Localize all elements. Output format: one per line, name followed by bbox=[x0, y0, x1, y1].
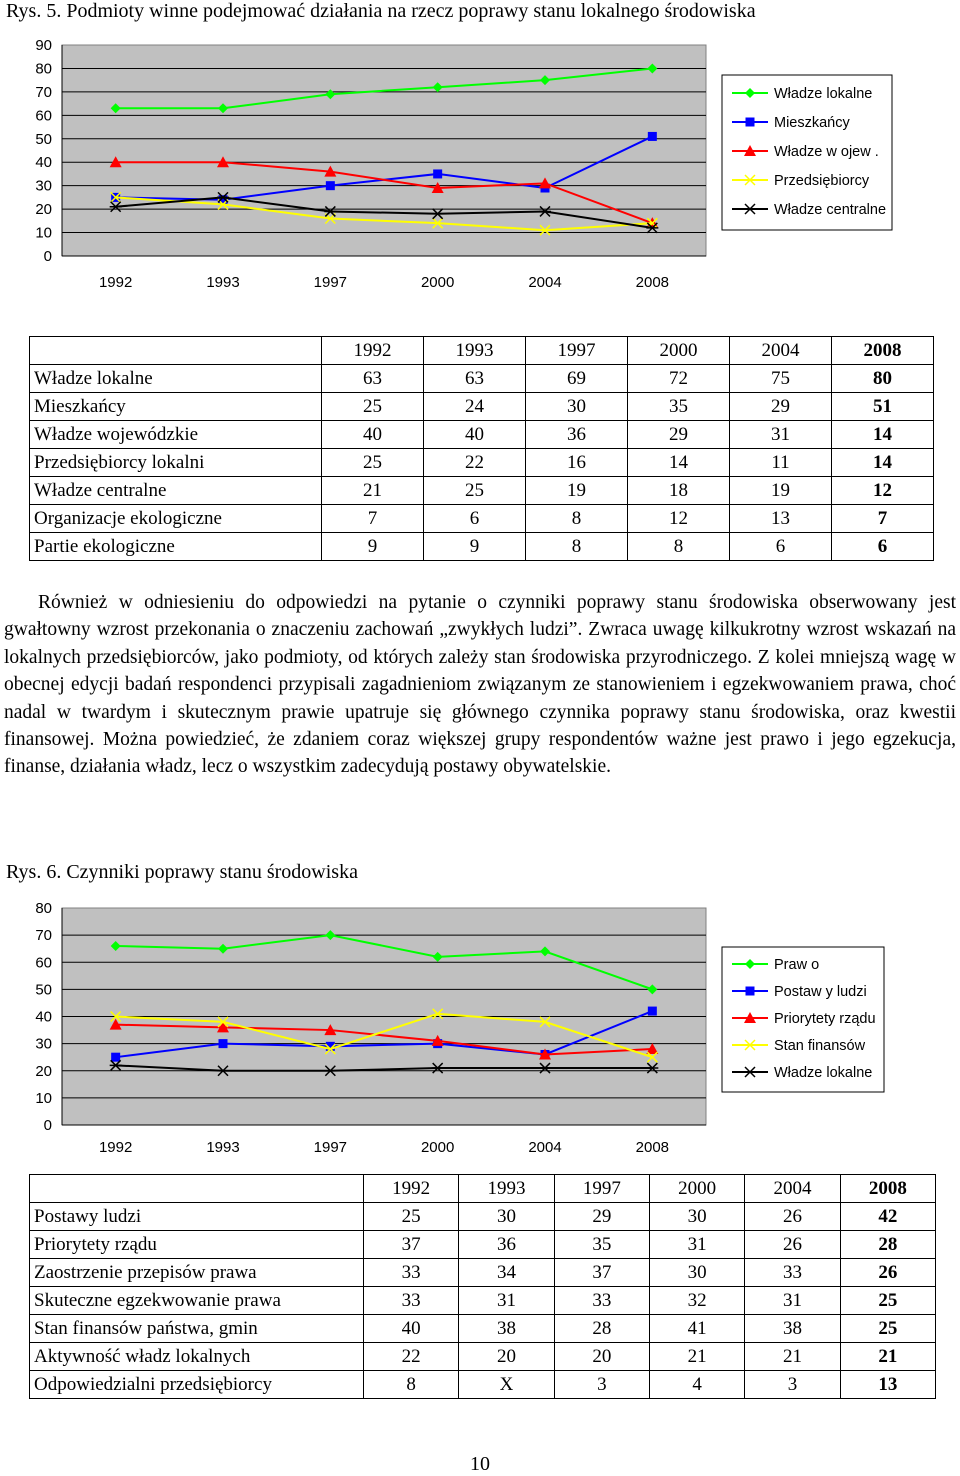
value-cell: 36 bbox=[526, 421, 628, 449]
value-cell: 30 bbox=[649, 1203, 744, 1231]
x-tick-label: 2000 bbox=[420, 274, 455, 291]
legend-label: Stan finansów bbox=[774, 1038, 866, 1054]
row-label-cell: Aktywność władz lokalnych bbox=[30, 1343, 364, 1371]
value-cell: 63 bbox=[424, 365, 526, 393]
table-row bbox=[30, 533, 934, 561]
value-cell: 11 bbox=[730, 449, 832, 477]
value-cell: 34 bbox=[459, 1259, 554, 1287]
value-cell: 37 bbox=[554, 1259, 649, 1287]
value-cell: 26 bbox=[745, 1203, 840, 1231]
x-tick-label: 2004 bbox=[528, 274, 562, 291]
value-cell: 14 bbox=[832, 421, 934, 449]
legend-marker bbox=[746, 118, 755, 127]
table-row bbox=[30, 421, 934, 449]
value-cell: 33 bbox=[745, 1259, 840, 1287]
legend-label: Władze lokalne bbox=[774, 1065, 873, 1081]
value-cell: 63 bbox=[322, 365, 424, 393]
row-label-cell: Mieszkańcy bbox=[30, 393, 322, 421]
table-row bbox=[30, 365, 934, 393]
value-cell: 6 bbox=[730, 533, 832, 561]
y-tick-label: 10 bbox=[35, 224, 52, 242]
x-tick-label: 2008 bbox=[635, 1139, 670, 1156]
chart-5-subjects bbox=[0, 28, 960, 328]
y-tick-label: 30 bbox=[35, 1035, 52, 1053]
row-label-cell: Władze centralne bbox=[30, 477, 322, 505]
header-year-cell: 2008 bbox=[832, 337, 934, 365]
value-cell: 51 bbox=[832, 393, 934, 421]
value-cell: 31 bbox=[459, 1287, 554, 1315]
legend-label: Przedsiębiorcy bbox=[774, 173, 870, 189]
value-cell: 13 bbox=[730, 505, 832, 533]
value-cell: 22 bbox=[424, 449, 526, 477]
value-cell: 16 bbox=[526, 449, 628, 477]
row-label-cell: Odpowiedzialni przedsiębiorcy bbox=[30, 1371, 364, 1399]
table-header-row bbox=[30, 1175, 936, 1203]
value-cell: 20 bbox=[554, 1343, 649, 1371]
value-cell: 33 bbox=[364, 1259, 459, 1287]
row-label-cell: Stan finansów państwa, gmin bbox=[30, 1315, 364, 1343]
row-label-cell: Władze lokalne bbox=[30, 365, 322, 393]
value-cell: 26 bbox=[745, 1231, 840, 1259]
data-point bbox=[648, 1007, 657, 1016]
row-label-cell: Organizacje ekologiczne bbox=[30, 505, 322, 533]
x-tick-label: 1993 bbox=[206, 274, 240, 291]
body-paragraph bbox=[4, 589, 956, 781]
legend-marker bbox=[746, 987, 755, 996]
table-subjects bbox=[29, 336, 934, 561]
value-cell: 38 bbox=[459, 1315, 554, 1343]
paragraph-text: Również w odniesieniu do odpowiedzi na pytanie o czynniki poprawy stanu środowiska obserwowany jest gwałtowny wzrost przekonania o znaczeniu zachowań „zwykłych ludzi”. Zwraca uwagę kilkukrotny wzrost wskazań na lokalnych przedsiębiorców, jako podmioty, od których zależy stan środowiska przyrodniczego. Z kolei mniejszą wagę w obecnej edycji badań respondenci przypisali zagadnieniom związanym ze stanowieniem i egzekwowaniem prawa, choć nadal w twardym i skutecznym prawie upatruje się głównego czynnika poprawy stanu środowiska, oraz kwestii finansowej. Można powiedzieć, że zdaniem coraz większej grupy respondentów ważne jest prawo i jego egzekucja, finanse, działania władz, lecz o wszystkim zadecydują postawy obywatelskie. bbox=[4, 592, 956, 778]
table-row bbox=[30, 1343, 936, 1371]
value-cell: 30 bbox=[459, 1203, 554, 1231]
value-cell: 8 bbox=[628, 533, 730, 561]
data-point bbox=[433, 169, 442, 178]
value-cell: 31 bbox=[649, 1231, 744, 1259]
value-cell: 30 bbox=[649, 1259, 744, 1287]
value-cell: 38 bbox=[745, 1315, 840, 1343]
value-cell: 21 bbox=[840, 1343, 935, 1371]
value-cell: 8 bbox=[526, 505, 628, 533]
row-label-cell: Priorytety rządu bbox=[30, 1231, 364, 1259]
table-row bbox=[30, 393, 934, 421]
row-label-cell: Postawy ludzi bbox=[30, 1203, 364, 1231]
table-factors bbox=[29, 1174, 936, 1399]
value-cell: 40 bbox=[364, 1315, 459, 1343]
legend-label: Priorytety rządu bbox=[774, 1011, 876, 1027]
legend-label: Władze centralne bbox=[774, 202, 887, 218]
table-row bbox=[30, 1287, 936, 1315]
value-cell: 28 bbox=[840, 1231, 935, 1259]
value-cell: 28 bbox=[554, 1315, 649, 1343]
value-cell: 19 bbox=[730, 477, 832, 505]
y-tick-label: 0 bbox=[43, 1117, 52, 1134]
legend-label: Władze w ojew . bbox=[774, 144, 879, 160]
value-cell: 69 bbox=[526, 365, 628, 393]
value-cell: 31 bbox=[745, 1287, 840, 1315]
x-tick-label: 1992 bbox=[98, 1139, 133, 1156]
plot-area bbox=[62, 45, 706, 256]
value-cell: 19 bbox=[526, 477, 628, 505]
value-cell: 33 bbox=[554, 1287, 649, 1315]
header-year-cell: 1992 bbox=[322, 337, 424, 365]
value-cell: 3 bbox=[745, 1371, 840, 1399]
value-cell: 21 bbox=[322, 477, 424, 505]
data-point bbox=[326, 181, 335, 190]
value-cell: 30 bbox=[526, 393, 628, 421]
y-tick-label: 50 bbox=[35, 981, 52, 999]
value-cell: 13 bbox=[840, 1371, 935, 1399]
value-cell: 8 bbox=[364, 1371, 459, 1399]
value-cell: 4 bbox=[649, 1371, 744, 1399]
value-cell: 72 bbox=[628, 365, 730, 393]
row-label-cell: Władze wojewódzkie bbox=[30, 421, 322, 449]
y-tick-label: 50 bbox=[35, 130, 52, 148]
value-cell: 7 bbox=[832, 505, 934, 533]
value-cell: 40 bbox=[322, 421, 424, 449]
x-tick-label: 2004 bbox=[528, 1139, 562, 1156]
x-tick-label: 2000 bbox=[420, 1139, 455, 1156]
header-corner-cell bbox=[30, 1175, 364, 1203]
value-cell: 12 bbox=[832, 477, 934, 505]
value-cell: 25 bbox=[322, 393, 424, 421]
value-cell: 21 bbox=[745, 1343, 840, 1371]
y-tick-label: 60 bbox=[35, 107, 52, 125]
value-cell: 22 bbox=[364, 1343, 459, 1371]
table-row bbox=[30, 1203, 936, 1231]
y-tick-label: 20 bbox=[35, 1062, 52, 1080]
value-cell: 33 bbox=[364, 1287, 459, 1315]
x-tick-label: 1992 bbox=[98, 274, 133, 291]
value-cell: 14 bbox=[628, 449, 730, 477]
table-row bbox=[30, 1231, 936, 1259]
y-tick-label: 80 bbox=[35, 900, 52, 917]
y-tick-label: 40 bbox=[35, 1008, 52, 1026]
header-year-cell: 1993 bbox=[424, 337, 526, 365]
header-year-cell: 2004 bbox=[745, 1175, 840, 1203]
table-header-row bbox=[30, 337, 934, 365]
y-tick-label: 30 bbox=[35, 177, 52, 195]
header-year-cell: 2000 bbox=[649, 1175, 744, 1203]
x-tick-label: 1997 bbox=[313, 1139, 348, 1156]
value-cell: 18 bbox=[628, 477, 730, 505]
header-year-cell: 1997 bbox=[554, 1175, 649, 1203]
header-year-cell: 1992 bbox=[364, 1175, 459, 1203]
value-cell: 25 bbox=[364, 1203, 459, 1231]
table-row bbox=[30, 477, 934, 505]
y-tick-label: 80 bbox=[35, 60, 52, 78]
y-tick-label: 10 bbox=[35, 1089, 52, 1107]
y-tick-label: 70 bbox=[35, 927, 52, 945]
x-tick-label: 2008 bbox=[635, 274, 670, 291]
value-cell: 37 bbox=[364, 1231, 459, 1259]
legend-label: Władze lokalne bbox=[774, 86, 873, 102]
table-row bbox=[30, 1259, 936, 1287]
figure-6-caption: Rys. 6. Czynniki poprawy stanu środowiska bbox=[6, 861, 358, 883]
x-tick-label: 1993 bbox=[206, 1139, 240, 1156]
table-row bbox=[30, 505, 934, 533]
data-point bbox=[648, 132, 657, 141]
value-cell: 31 bbox=[730, 421, 832, 449]
chart-6-factors bbox=[0, 890, 960, 1165]
value-cell: 24 bbox=[424, 393, 526, 421]
value-cell: 6 bbox=[832, 533, 934, 561]
data-point bbox=[111, 1053, 120, 1062]
value-cell: 21 bbox=[649, 1343, 744, 1371]
value-cell: 7 bbox=[322, 505, 424, 533]
y-tick-label: 70 bbox=[35, 83, 52, 101]
row-label-cell: Przedsiębiorcy lokalni bbox=[30, 449, 322, 477]
value-cell: 26 bbox=[840, 1259, 935, 1287]
y-tick-label: 20 bbox=[35, 201, 52, 219]
figure-5-caption: Rys. 5. Podmioty winne podejmować działania na rzecz poprawy stanu lokalnego środowiska bbox=[6, 0, 756, 22]
page-number: 10 bbox=[470, 1453, 490, 1475]
table-row bbox=[30, 1315, 936, 1343]
value-cell: 41 bbox=[649, 1315, 744, 1343]
value-cell: 32 bbox=[649, 1287, 744, 1315]
table-row bbox=[30, 1371, 936, 1399]
y-tick-label: 0 bbox=[43, 248, 52, 265]
value-cell: 9 bbox=[322, 533, 424, 561]
value-cell: 40 bbox=[424, 421, 526, 449]
value-cell: 29 bbox=[628, 421, 730, 449]
value-cell: 36 bbox=[459, 1231, 554, 1259]
row-label-cell: Partie ekologiczne bbox=[30, 533, 322, 561]
value-cell: 20 bbox=[459, 1343, 554, 1371]
table-row bbox=[30, 449, 934, 477]
legend-label: Postaw y ludzi bbox=[774, 984, 867, 1000]
row-label-cell: Skuteczne egzekwowanie prawa bbox=[30, 1287, 364, 1315]
value-cell: X bbox=[459, 1371, 554, 1399]
value-cell: 25 bbox=[840, 1287, 935, 1315]
y-tick-label: 90 bbox=[35, 37, 52, 54]
value-cell: 75 bbox=[730, 365, 832, 393]
header-year-cell: 2000 bbox=[628, 337, 730, 365]
value-cell: 29 bbox=[554, 1203, 649, 1231]
value-cell: 35 bbox=[554, 1231, 649, 1259]
value-cell: 14 bbox=[832, 449, 934, 477]
header-corner-cell bbox=[30, 337, 322, 365]
header-year-cell: 2004 bbox=[730, 337, 832, 365]
value-cell: 12 bbox=[628, 505, 730, 533]
y-tick-label: 60 bbox=[35, 954, 52, 972]
value-cell: 6 bbox=[424, 505, 526, 533]
value-cell: 8 bbox=[526, 533, 628, 561]
value-cell: 42 bbox=[840, 1203, 935, 1231]
data-point bbox=[219, 1039, 228, 1048]
header-year-cell: 1997 bbox=[526, 337, 628, 365]
value-cell: 80 bbox=[832, 365, 934, 393]
value-cell: 3 bbox=[554, 1371, 649, 1399]
y-tick-label: 40 bbox=[35, 154, 52, 172]
value-cell: 25 bbox=[424, 477, 526, 505]
value-cell: 9 bbox=[424, 533, 526, 561]
legend-label: Praw o bbox=[774, 957, 820, 973]
x-tick-label: 1997 bbox=[313, 274, 348, 291]
value-cell: 35 bbox=[628, 393, 730, 421]
legend-label: Mieszkańcy bbox=[774, 115, 850, 131]
header-year-cell: 1993 bbox=[459, 1175, 554, 1203]
value-cell: 25 bbox=[322, 449, 424, 477]
value-cell: 25 bbox=[840, 1315, 935, 1343]
value-cell: 29 bbox=[730, 393, 832, 421]
header-year-cell: 2008 bbox=[840, 1175, 935, 1203]
row-label-cell: Zaostrzenie przepisów prawa bbox=[30, 1259, 364, 1287]
